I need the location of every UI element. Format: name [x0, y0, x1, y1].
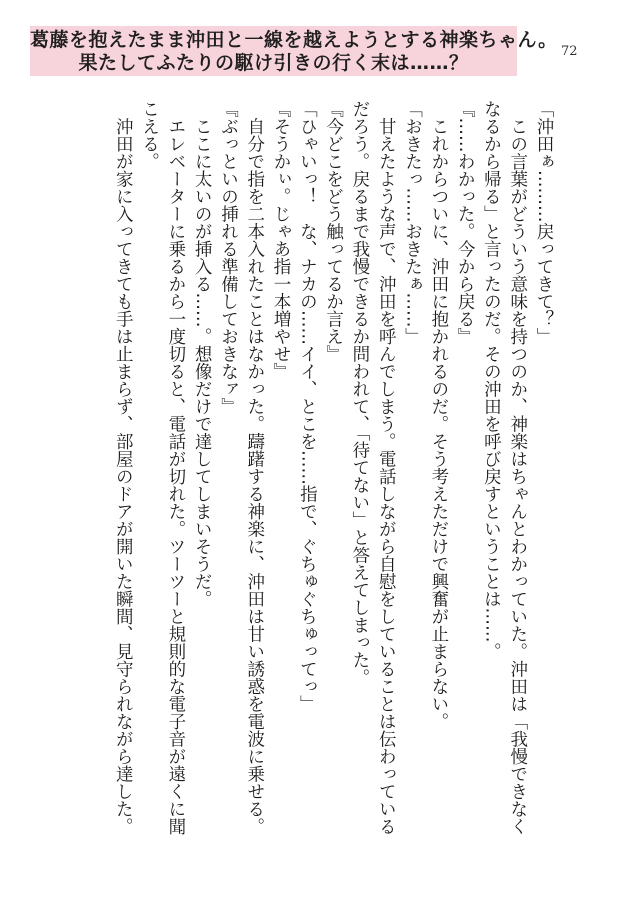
- text-line: 沖田が家に入ってきても手は止まらず、部屋のドアが開いた瞬間、見守られながら達した。: [113, 100, 134, 835]
- text-line: 『ぶっといの挿れる準備しておきなァ』: [218, 100, 239, 415]
- text-line: 「おきたっ……おきたぁ……」: [402, 100, 423, 345]
- text-line: 『そうかぃ。じゃあ指一本増やせ』: [271, 100, 292, 380]
- text-line: 自分で指を二本入れたことはなかった。躊躇する神楽に、沖田は甘い誘惑を電波に乗せる。: [244, 100, 265, 835]
- page-number: 72: [561, 44, 578, 59]
- text-line: こえる。: [139, 100, 160, 170]
- text-line: なるから帰る」と言ったのだ。その沖田を呼び戻すということは……。: [481, 100, 502, 660]
- text-line: これからついに、沖田に抱かれるのだ。そう考えただけで興奮が止まらない。: [428, 100, 449, 730]
- text-line: 『今どこをどう触ってるか言え』: [323, 100, 344, 363]
- text-line: 「ひゃいっ！ な、ナカの……イイ、とこを……指で、ぐちゅぐちゅってっ」: [297, 100, 318, 713]
- text-line: エレベーターに乗るから一度切ると、電話が切れた。ツーツーと規則的な電子音が遠くに聞: [165, 100, 186, 835]
- banner-line-1: 葛藤を抱えたまま沖田と一線を越えようとする神楽ちゃん。: [30, 29, 558, 51]
- text-line: 甘えたような声で、沖田を呼んでしまう。電話しながら自慰をしていることは伝わっている: [376, 100, 397, 835]
- text-line: 『……わかった。今から戻る』: [455, 100, 476, 345]
- text-line: だろう。戻るまで我慢できるか問われて、「待てない」と答えてしまった。: [349, 100, 370, 687]
- banner-line-2: 果たしてふたりの駆け引きの行く末は……？: [78, 52, 469, 74]
- summary-banner: [30, 26, 558, 76]
- text-line: この言葉がどういう意味を持つのか、神楽はちゃんとわかっていた。沖田は「我慢できなく: [507, 100, 528, 835]
- text-line: ここに太いのが挿入る……。想像だけで達してしまいそうだ。: [192, 100, 213, 608]
- text-line: 「沖田ぁ………戻ってきて？」: [534, 100, 554, 345]
- vertical-body-text: [110, 100, 557, 860]
